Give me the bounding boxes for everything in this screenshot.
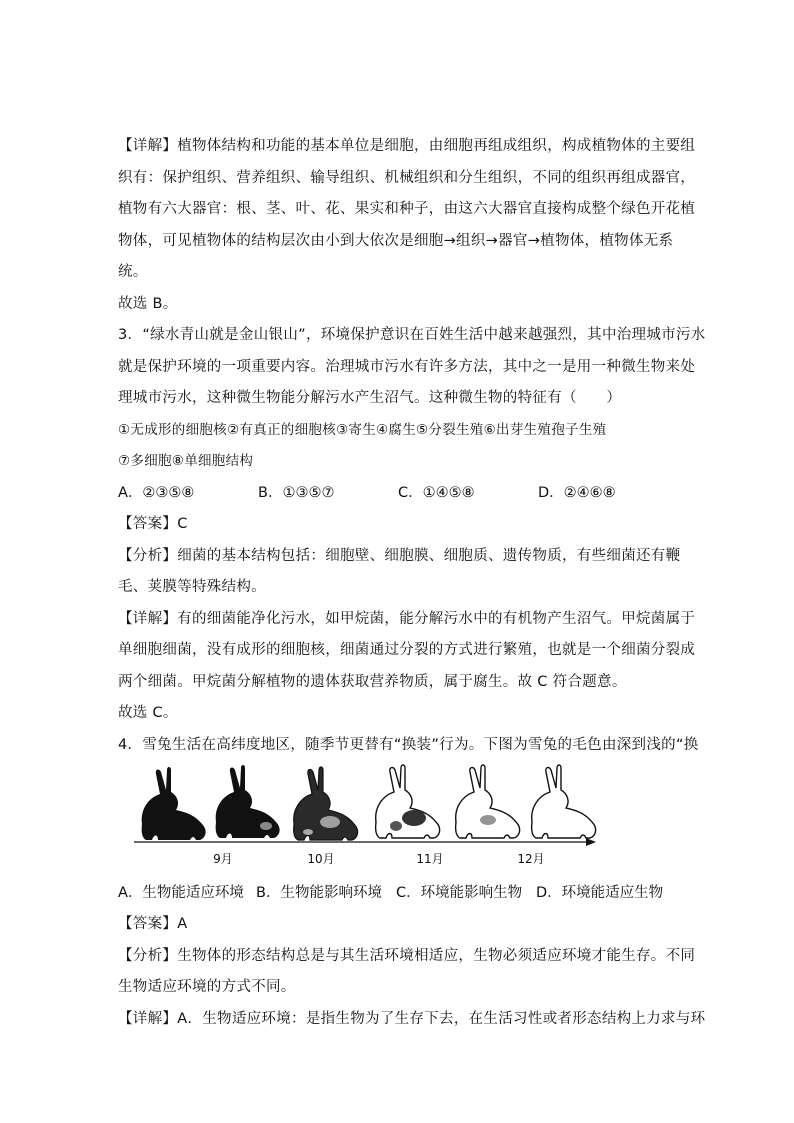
option-d: D．环境能适应生物: [536, 885, 664, 901]
month-label-nov: 11月: [416, 852, 444, 866]
analysis-line: 生物适应环境的方式不同。: [118, 979, 296, 995]
explanation-line: 单细胞细菌，没有成形的细胞核，细菌通过分裂的方式进行繁殖，也就是一个细菌分裂成: [118, 642, 696, 658]
explanation-line: 【详解】有的细菌能净化污水，如甲烷菌，能分解污水中的有机物产生沼气。甲烷菌属于: [118, 611, 696, 627]
answer-line: 【答案】A: [118, 916, 188, 932]
hare-6-white: [532, 765, 596, 838]
month-label-sep: 9月: [213, 852, 233, 866]
option-d: D．②④⑥⑧: [538, 485, 616, 501]
text-line: 统。: [118, 264, 148, 280]
hare-3-mottled: [294, 767, 358, 840]
text-line: 织有：保护组织、营养组织、输导组织、机械组织和分生组织，不同的组织再组成器官，: [118, 170, 696, 186]
month-label-oct: 10月: [307, 852, 335, 866]
option-c: C．环境能影响生物: [396, 885, 523, 901]
option-a: A．生物能适应环境: [118, 885, 244, 901]
answer-line: 【答案】C: [118, 516, 188, 532]
hare-2-dark-spotted: [216, 765, 280, 838]
question-3-statements: ⑦多细胞⑧单细胞结构: [118, 453, 254, 469]
analysis-line: 【分析】细菌的基本结构包括：细胞壁、细胞膜、细胞质、遗传物质，有些细菌还有鞭: [118, 548, 681, 564]
snow-hare-figure: [128, 760, 598, 872]
option-c: C．①④⑤⑧: [398, 485, 475, 501]
hare-5-mostly-white: [456, 765, 520, 838]
analysis-line: 【分析】生物体的形态结构总是与其生活环境相适应，生物必须适应环境才能生存。不同: [118, 948, 696, 964]
explanation-line: 两个细菌。甲烷菌分解植物的遗体获取营养物质，属于腐生。故 C 符合题意。: [118, 674, 627, 690]
conclusion-line: 故选 C。: [118, 705, 178, 721]
timeline-arrow: [586, 838, 596, 846]
analysis-line: 毛、荚膜等特殊结构。: [118, 579, 266, 595]
explanation-line: 【详解】A．生物适应环境：是指生物为了生存下去，在生活习性或者形态结构上力求与环: [118, 1011, 706, 1027]
text-line: 【详解】植物体结构和功能的基本单位是细胞，由细胞再组成组织，构成植物体的主要组: [118, 138, 696, 154]
text-line: 故选 B。: [118, 296, 178, 312]
hare-1-dark: [142, 767, 206, 840]
question-3-stem: 理城市污水，这种微生物能分解污水产生沼气。这种微生物的特征有（ ）: [118, 390, 622, 406]
question-3-stem: 就是保护环境的一项重要内容。治理城市污水有许多方法，其中之一是用一种微生物来处: [118, 359, 696, 375]
hare-4-half-white: [376, 765, 440, 838]
text-line: 植物有六大器官：根、茎、叶、花、果实和种子，由这六大器官直接构成整个绿色开花植: [118, 201, 696, 217]
month-label-dec: 12月: [517, 852, 545, 866]
option-a: A．②③⑤⑧: [118, 485, 195, 501]
text-line: 物体，可见植物体的结构层次由小到大依次是细胞→组织→器官→植物体，植物体无系: [118, 233, 674, 249]
question-4-stem: 4．雪兔生活在高纬度地区，随季节更替有“换装”行为。下图为雪兔的毛色由深到浅的“换: [118, 737, 699, 753]
question-3-statements: ①无成形的细胞核②有真正的细胞核③寄生④腐生⑤分裂生殖⑥出芽生殖孢子生殖: [118, 422, 607, 438]
option-b: B．①③⑤⑦: [258, 485, 335, 501]
option-b: B．生物能影响环境: [256, 885, 382, 901]
question-3-stem: 3．“绿水青山就是金山银山”，环境保护意识在百姓生活中越来越强烈，其中治理城市污水: [118, 327, 706, 343]
